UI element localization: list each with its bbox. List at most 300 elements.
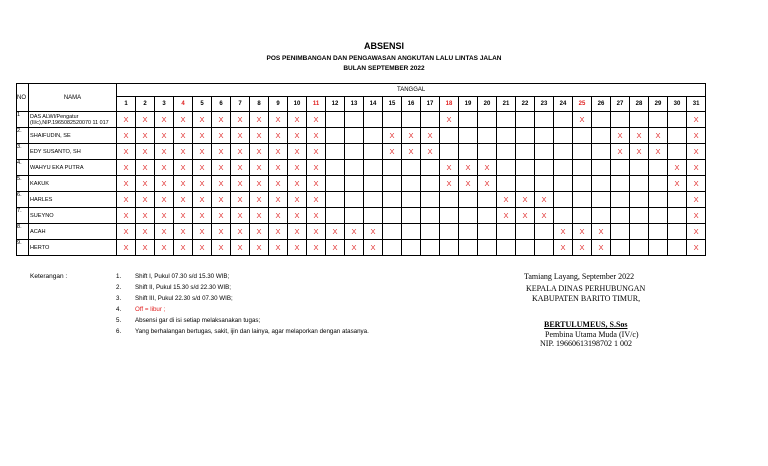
- day-cell: [288, 192, 307, 208]
- day-cell: [630, 128, 649, 144]
- attendance-mark: X: [465, 163, 471, 172]
- day-cell: [611, 240, 630, 256]
- day-cell: [212, 128, 231, 144]
- attendance-mark: X: [256, 179, 262, 188]
- day-header-cell: 3: [155, 97, 174, 112]
- attendance-mark: X: [237, 195, 243, 204]
- day-header-cell: 11: [307, 97, 326, 112]
- attendance-mark: X: [123, 115, 129, 124]
- day-cell: [459, 128, 478, 144]
- day-cell: [307, 112, 326, 128]
- attendance-mark: X: [161, 195, 167, 204]
- day-cell: [573, 112, 592, 128]
- day-cell: [535, 240, 554, 256]
- day-cell: [212, 160, 231, 176]
- day-cell: [440, 192, 459, 208]
- day-cell: [155, 160, 174, 176]
- row-number: 3.: [17, 144, 29, 160]
- employee-name: KAKUK: [29, 176, 117, 192]
- attendance-mark: X: [237, 147, 243, 156]
- day-cell: [174, 176, 193, 192]
- day-header-row: [17, 97, 706, 112]
- day-cell: [383, 240, 402, 256]
- day-cell: [364, 112, 383, 128]
- day-cell: [326, 144, 345, 160]
- day-cell: [269, 176, 288, 192]
- attendance-mark: X: [522, 195, 528, 204]
- day-header-cell: 28: [630, 97, 649, 112]
- day-cell: [402, 128, 421, 144]
- day-header-cell: 5: [193, 97, 212, 112]
- attendance-mark: X: [579, 227, 585, 236]
- day-cell: [402, 176, 421, 192]
- note-number: 2.: [116, 284, 122, 291]
- attendance-mark: X: [693, 195, 699, 204]
- day-cell: [478, 208, 497, 224]
- attendance-mark: X: [332, 243, 338, 252]
- day-cell: [497, 192, 516, 208]
- attendance-mark: X: [142, 131, 148, 140]
- attendance-mark: X: [693, 227, 699, 236]
- attendance-mark: X: [275, 131, 281, 140]
- attendance-mark: X: [199, 163, 205, 172]
- day-cell: [668, 112, 687, 128]
- attendance-mark: X: [218, 211, 224, 220]
- day-cell: [459, 208, 478, 224]
- day-cell: [193, 240, 212, 256]
- day-cell: [668, 144, 687, 160]
- attendance-mark: X: [256, 227, 262, 236]
- attendance-mark: X: [142, 163, 148, 172]
- attendance-mark: X: [237, 227, 243, 236]
- day-cell: [630, 160, 649, 176]
- attendance-mark: X: [313, 195, 319, 204]
- day-cell: [155, 112, 174, 128]
- day-cell: [630, 224, 649, 240]
- day-cell: [402, 144, 421, 160]
- day-header-cell: 15: [383, 97, 402, 112]
- day-cell: [421, 128, 440, 144]
- note-number: 5.: [116, 317, 122, 324]
- day-cell: [269, 192, 288, 208]
- attendance-mark: X: [218, 131, 224, 140]
- signature-place-date: Tamiang Layang, September 2022: [524, 272, 635, 281]
- table-row: [17, 176, 706, 192]
- day-cell: [136, 144, 155, 160]
- day-cell: [649, 192, 668, 208]
- day-cell: [383, 144, 402, 160]
- day-cell: [459, 240, 478, 256]
- attendance-mark: X: [237, 115, 243, 124]
- day-cell: [269, 160, 288, 176]
- employee-name: DAS ALWI/Pengatur (II/c),NIP.1965082520070 11 017: [29, 112, 117, 128]
- attendance-mark: X: [541, 211, 547, 220]
- day-cell: [326, 192, 345, 208]
- day-cell: [269, 112, 288, 128]
- day-cell: [269, 240, 288, 256]
- day-cell: [307, 208, 326, 224]
- day-cell: [668, 192, 687, 208]
- table-row: [17, 208, 706, 224]
- attendance-mark: X: [465, 179, 471, 188]
- day-cell: [478, 128, 497, 144]
- day-cell: [326, 224, 345, 240]
- day-cell: [326, 112, 345, 128]
- table-row: [17, 144, 706, 160]
- day-cell: [212, 112, 231, 128]
- day-cell: [364, 192, 383, 208]
- day-cell: [364, 224, 383, 240]
- day-cell: [630, 192, 649, 208]
- attendance-mark: X: [123, 163, 129, 172]
- attendance-mark: X: [446, 163, 452, 172]
- day-cell: [649, 208, 668, 224]
- day-cell: [573, 160, 592, 176]
- attendance-mark: X: [313, 243, 319, 252]
- day-cell: [440, 160, 459, 176]
- day-header-cell: 12: [326, 97, 345, 112]
- day-cell: [212, 192, 231, 208]
- day-cell: [611, 208, 630, 224]
- attendance-mark: X: [294, 131, 300, 140]
- day-cell: [497, 224, 516, 240]
- day-cell: [231, 208, 250, 224]
- day-cell: [440, 208, 459, 224]
- attendance-mark: X: [598, 243, 604, 252]
- day-cell: [155, 240, 174, 256]
- day-cell: [231, 192, 250, 208]
- row-number: 9.: [17, 240, 29, 256]
- attendance-mark: X: [389, 131, 395, 140]
- attendance-mark: X: [199, 243, 205, 252]
- day-cell: [421, 176, 440, 192]
- day-cell: [155, 224, 174, 240]
- attendance-mark: X: [237, 131, 243, 140]
- day-cell: [554, 240, 573, 256]
- attendance-mark: X: [199, 227, 205, 236]
- day-cell: [687, 208, 706, 224]
- day-cell: [573, 144, 592, 160]
- day-cell: [345, 144, 364, 160]
- day-cell: [174, 240, 193, 256]
- day-header-cell: 29: [649, 97, 668, 112]
- note-text: Shift III, Pukul 22.30 s/d 07.30 WIB;: [135, 295, 233, 302]
- attendance-mark: X: [560, 227, 566, 236]
- day-cell: [174, 128, 193, 144]
- day-cell: [497, 144, 516, 160]
- day-cell: [687, 128, 706, 144]
- attendance-mark: X: [370, 227, 376, 236]
- day-cell: [516, 160, 535, 176]
- day-cell: [231, 128, 250, 144]
- day-cell: [668, 224, 687, 240]
- day-cell: [649, 240, 668, 256]
- day-cell: [687, 160, 706, 176]
- day-cell: [269, 144, 288, 160]
- employee-name: SHAIFUDIN, SE: [29, 128, 117, 144]
- notes-label: Keterangan :: [30, 273, 68, 280]
- day-cell: [212, 144, 231, 160]
- day-cell: [440, 128, 459, 144]
- day-cell: [155, 144, 174, 160]
- attendance-mark: X: [218, 115, 224, 124]
- attendance-mark: X: [218, 179, 224, 188]
- day-cell: [174, 208, 193, 224]
- attendance-mark: X: [199, 147, 205, 156]
- day-header-cell: 9: [269, 97, 288, 112]
- day-cell: [535, 224, 554, 240]
- attendance-mark: X: [256, 243, 262, 252]
- day-cell: [288, 160, 307, 176]
- row-number: 1: [17, 112, 29, 128]
- day-cell: [193, 176, 212, 192]
- day-cell: [117, 240, 136, 256]
- day-cell: [649, 112, 668, 128]
- attendance-mark: X: [275, 227, 281, 236]
- day-cell: [174, 160, 193, 176]
- attendance-mark: X: [161, 227, 167, 236]
- attendance-mark: X: [427, 131, 433, 140]
- attendance-mark: X: [655, 147, 661, 156]
- day-header-cell: 19: [459, 97, 478, 112]
- day-cell: [516, 128, 535, 144]
- attendance-mark: X: [313, 131, 319, 140]
- day-header-cell: 24: [554, 97, 573, 112]
- day-cell: [383, 160, 402, 176]
- table-row: [17, 192, 706, 208]
- day-cell: [421, 112, 440, 128]
- day-cell: [288, 144, 307, 160]
- signature-name: BERTULUMEUS, S.Sos: [544, 320, 628, 329]
- employee-name: HARLES: [29, 192, 117, 208]
- day-cell: [497, 176, 516, 192]
- attendance-mark: X: [560, 243, 566, 252]
- day-cell: [364, 144, 383, 160]
- day-cell: [231, 224, 250, 240]
- day-cell: [668, 240, 687, 256]
- attendance-mark: X: [142, 211, 148, 220]
- attendance-mark: X: [313, 147, 319, 156]
- day-cell: [535, 144, 554, 160]
- day-cell: [459, 224, 478, 240]
- attendance-mark: X: [275, 211, 281, 220]
- document-period: BULAN SEPTEMBER 2022: [343, 65, 425, 72]
- day-cell: [554, 176, 573, 192]
- day-cell: [231, 240, 250, 256]
- day-cell: [573, 192, 592, 208]
- attendance-mark: X: [427, 147, 433, 156]
- day-cell: [193, 192, 212, 208]
- attendance-mark: X: [142, 179, 148, 188]
- attendance-mark: X: [237, 211, 243, 220]
- note-text: Shift II, Pukul 15.30 s/d 22.30 WIB;: [135, 284, 231, 291]
- day-cell: [402, 224, 421, 240]
- attendance-mark: X: [180, 163, 186, 172]
- day-cell: [174, 112, 193, 128]
- attendance-mark: X: [123, 211, 129, 220]
- day-cell: [421, 160, 440, 176]
- col-nama-header: NAMA: [29, 84, 117, 112]
- day-cell: [383, 224, 402, 240]
- day-cell: [383, 128, 402, 144]
- attendance-mark: X: [636, 131, 642, 140]
- day-cell: [383, 208, 402, 224]
- day-cell: [497, 128, 516, 144]
- day-cell: [478, 224, 497, 240]
- attendance-mark: X: [294, 179, 300, 188]
- day-cell: [649, 128, 668, 144]
- attendance-mark: X: [180, 179, 186, 188]
- day-cell: [630, 112, 649, 128]
- day-cell: [231, 176, 250, 192]
- attendance-mark: X: [275, 163, 281, 172]
- day-cell: [687, 240, 706, 256]
- day-cell: [592, 176, 611, 192]
- day-cell: [250, 160, 269, 176]
- attendance-mark: X: [446, 179, 452, 188]
- day-cell: [516, 192, 535, 208]
- attendance-mark: X: [275, 179, 281, 188]
- day-cell: [364, 128, 383, 144]
- day-header-cell: 16: [402, 97, 421, 112]
- day-header-cell: 10: [288, 97, 307, 112]
- day-cell: [174, 192, 193, 208]
- day-cell: [630, 144, 649, 160]
- day-cell: [193, 144, 212, 160]
- table-row: [17, 128, 706, 144]
- day-cell: [535, 128, 554, 144]
- attendance-mark: X: [294, 115, 300, 124]
- day-header-cell: 20: [478, 97, 497, 112]
- day-cell: [478, 176, 497, 192]
- day-cell: [592, 192, 611, 208]
- day-header-cell: 4: [174, 97, 193, 112]
- attendance-mark: X: [180, 131, 186, 140]
- note-number: 1.: [116, 273, 122, 280]
- day-cell: [307, 224, 326, 240]
- day-cell: [136, 128, 155, 144]
- day-cell: [649, 224, 668, 240]
- day-cell: [345, 192, 364, 208]
- day-cell: [117, 128, 136, 144]
- day-header-cell: 1: [117, 97, 136, 112]
- attendance-mark: X: [617, 131, 623, 140]
- day-cell: [535, 208, 554, 224]
- day-cell: [231, 144, 250, 160]
- attendance-mark: X: [389, 147, 395, 156]
- day-cell: [136, 208, 155, 224]
- attendance-mark: X: [674, 179, 680, 188]
- table-row: [17, 112, 706, 128]
- day-cell: [535, 160, 554, 176]
- day-cell: [478, 240, 497, 256]
- attendance-mark: X: [218, 227, 224, 236]
- day-cell: [155, 128, 174, 144]
- attendance-mark: X: [180, 211, 186, 220]
- attendance-mark: X: [256, 131, 262, 140]
- attendance-mark: X: [370, 243, 376, 252]
- day-cell: [421, 240, 440, 256]
- day-cell: [136, 224, 155, 240]
- attendance-mark: X: [199, 179, 205, 188]
- day-cell: [649, 160, 668, 176]
- note-number: 3.: [116, 295, 122, 302]
- day-cell: [307, 240, 326, 256]
- day-cell: [668, 160, 687, 176]
- day-cell: [573, 224, 592, 240]
- day-cell: [478, 192, 497, 208]
- day-cell: [193, 112, 212, 128]
- day-cell: [516, 112, 535, 128]
- day-cell: [687, 224, 706, 240]
- day-cell: [307, 160, 326, 176]
- day-cell: [250, 240, 269, 256]
- attendance-mark: X: [275, 147, 281, 156]
- employee-name: HERTO: [29, 240, 117, 256]
- day-cell: [307, 144, 326, 160]
- attendance-mark: X: [693, 243, 699, 252]
- attendance-mark: X: [123, 227, 129, 236]
- attendance-mark: X: [313, 115, 319, 124]
- attendance-mark: X: [199, 195, 205, 204]
- day-cell: [250, 208, 269, 224]
- attendance-mark: X: [522, 211, 528, 220]
- attendance-mark: X: [693, 147, 699, 156]
- day-cell: [611, 160, 630, 176]
- row-number: 6.: [17, 192, 29, 208]
- day-cell: [250, 112, 269, 128]
- day-cell: [326, 240, 345, 256]
- day-cell: [554, 208, 573, 224]
- day-cell: [345, 240, 364, 256]
- attendance-mark: X: [161, 163, 167, 172]
- day-cell: [250, 144, 269, 160]
- day-cell: [117, 208, 136, 224]
- day-cell: [383, 112, 402, 128]
- day-cell: [212, 208, 231, 224]
- attendance-mark: X: [256, 211, 262, 220]
- attendance-mark: X: [579, 115, 585, 124]
- attendance-mark: X: [503, 195, 509, 204]
- day-cell: [117, 192, 136, 208]
- attendance-mark: X: [161, 131, 167, 140]
- attendance-mark: X: [313, 179, 319, 188]
- day-cell: [383, 176, 402, 192]
- day-cell: [459, 144, 478, 160]
- col-no-header: NO: [17, 84, 29, 112]
- day-cell: [573, 208, 592, 224]
- day-cell: [364, 240, 383, 256]
- day-cell: [535, 112, 554, 128]
- attendance-mark: X: [123, 179, 129, 188]
- day-cell: [288, 128, 307, 144]
- employee-name: WAHYU EKA PUTRA: [29, 160, 117, 176]
- day-cell: [421, 144, 440, 160]
- day-cell: [136, 160, 155, 176]
- day-cell: [250, 224, 269, 240]
- attendance-mark: X: [218, 163, 224, 172]
- attendance-table: [16, 83, 706, 256]
- day-cell: [402, 240, 421, 256]
- attendance-mark: X: [237, 243, 243, 252]
- day-cell: [421, 224, 440, 240]
- day-cell: [117, 144, 136, 160]
- attendance-mark: X: [351, 243, 357, 252]
- attendance-mark: X: [123, 195, 129, 204]
- attendance-mark: X: [484, 179, 490, 188]
- day-header-cell: 13: [345, 97, 364, 112]
- day-cell: [193, 208, 212, 224]
